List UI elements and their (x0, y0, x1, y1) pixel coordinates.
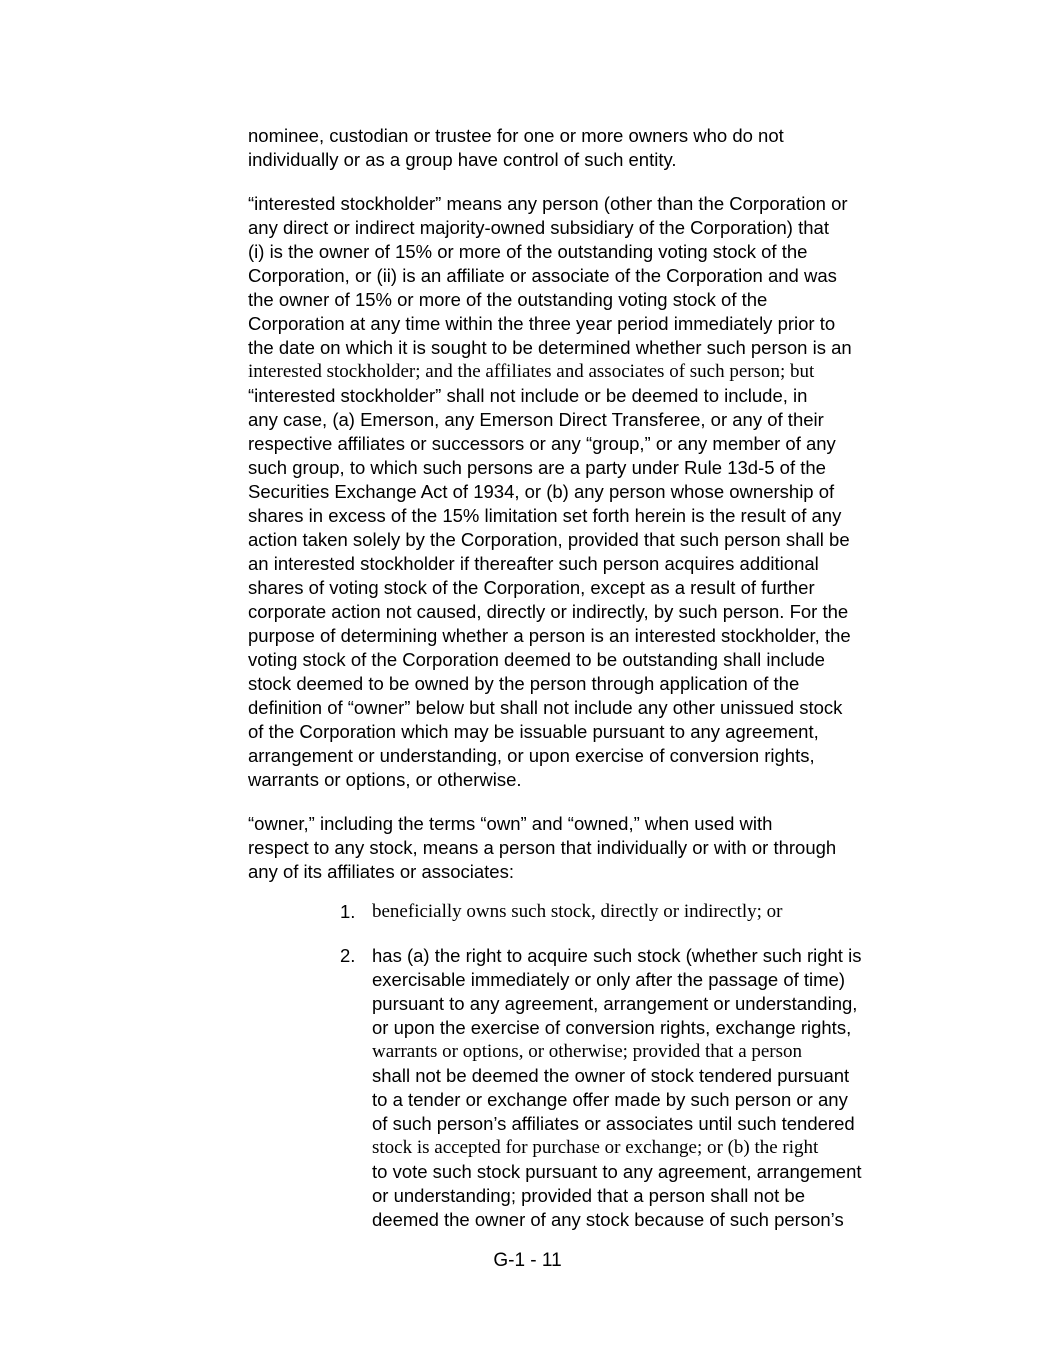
list-item-body (372, 944, 870, 1232)
paragraph-interested-stockholder-definition (248, 192, 870, 792)
paragraph-owner-definition (248, 812, 870, 884)
text-line: shares of voting stock of the Corporation, except as a result of further (248, 577, 815, 598)
text-line: individually or as a group have control of such entity. (248, 149, 677, 170)
text-line: any case, (a) Emerson, any Emerson Direct Transferee, or any of their (248, 409, 824, 430)
text-line: beneficially owns such stock, directly or indirectly; or (372, 901, 783, 922)
text-line: to a tender or exchange offer made by such person or any (372, 1089, 848, 1110)
text-line: respective affiliates or successors or any “group,” or any member of any (248, 433, 836, 454)
text-line: “interested stockholder” means any person (other than the Corporation or (248, 193, 848, 214)
text-line: stock deemed to be owned by the person through application of the (248, 673, 800, 694)
owner-criteria-list (340, 900, 870, 1252)
text-line: action taken solely by the Corporation, provided that such person shall be (248, 529, 850, 550)
list-item (340, 900, 870, 924)
text-line: any of its affiliates or associates: (248, 861, 514, 882)
text-line: Corporation, or (ii) is an affiliate or associate of the Corporation and was (248, 265, 837, 286)
text-line: respect to any stock, means a person that individually or with or through (248, 837, 837, 858)
text-line: corporate action not caused, directly or indirectly, by such person. For the (248, 601, 849, 622)
text-line: of such person’s affiliates or associates until such tendered (372, 1113, 855, 1134)
list-item (340, 944, 870, 1232)
text-line: shares in excess of the 15% limitation set forth herein is the result of any (248, 505, 842, 526)
text-line: such group, to which such persons are a party under Rule 13d-5 of the (248, 457, 826, 478)
text-line: deemed the owner of any stock because of such person’s (372, 1209, 844, 1230)
list-item-number: 1. (340, 901, 356, 922)
text-line: of the Corporation which may be issuable pursuant to any agreement, (248, 721, 819, 742)
text-line: arrangement or understanding, or upon exercise of conversion rights, (248, 745, 815, 766)
text-line: definition of “owner” below but shall not include any other unissued stock (248, 697, 843, 718)
list-item-body (372, 900, 870, 924)
text-line: has (a) the right to acquire such stock (whether such right is (372, 945, 862, 966)
list-item-number: 2. (340, 945, 356, 966)
text-line: (i) is the owner of 15% or more of the outstanding voting stock of the (248, 241, 808, 262)
text-line: the owner of 15% or more of the outstanding voting stock of the (248, 289, 768, 310)
text-line: nominee, custodian or trustee for one or more owners who do not (248, 125, 784, 146)
text-line: warrants or options, or otherwise; provided that a person (372, 1041, 803, 1062)
text-line: Securities Exchange Act of 1934, or (b) any person whose ownership of (248, 481, 835, 502)
text-line: stock is accepted for purchase or exchange; or (b) the right (372, 1137, 819, 1158)
text-line: exercisable immediately or only after the passage of time) (372, 969, 845, 990)
text-line: or upon the exercise of conversion rights, exchange rights, (372, 1017, 852, 1038)
text-line: to vote such stock pursuant to any agreement, arrangement (372, 1161, 862, 1182)
text-line: “interested stockholder” shall not include or be deemed to include, in (248, 385, 808, 406)
text-line: pursuant to any agreement, arrangement or understanding, (372, 993, 858, 1014)
text-line: shall not be deemed the owner of stock tendered pursuant (372, 1065, 850, 1086)
text-line: the date on which it is sought to be determined whether such person is an (248, 337, 852, 358)
text-line: voting stock of the Corporation deemed to be outstanding shall include (248, 649, 825, 670)
page-number: G-1 - 11 (493, 1250, 562, 1271)
text-line: warrants or options, or otherwise. (248, 769, 522, 790)
document-body (248, 124, 870, 904)
text-line: any direct or indirect majority-owned subsidiary of the Corporation) that (248, 217, 829, 238)
text-line: an interested stockholder if thereafter such person acquires additional (248, 553, 819, 574)
text-line: or understanding; provided that a person shall not be (372, 1185, 805, 1206)
text-line: interested stockholder; and the affiliates and associates of such person; but (248, 361, 815, 382)
text-line: “owner,” including the terms “own” and “owned,” when used with (248, 813, 773, 834)
paragraph-nominee-continuation (248, 124, 870, 172)
text-line: Corporation at any time within the three year period immediately prior to (248, 313, 836, 334)
text-line: purpose of determining whether a person is an interested stockholder, the (248, 625, 851, 646)
